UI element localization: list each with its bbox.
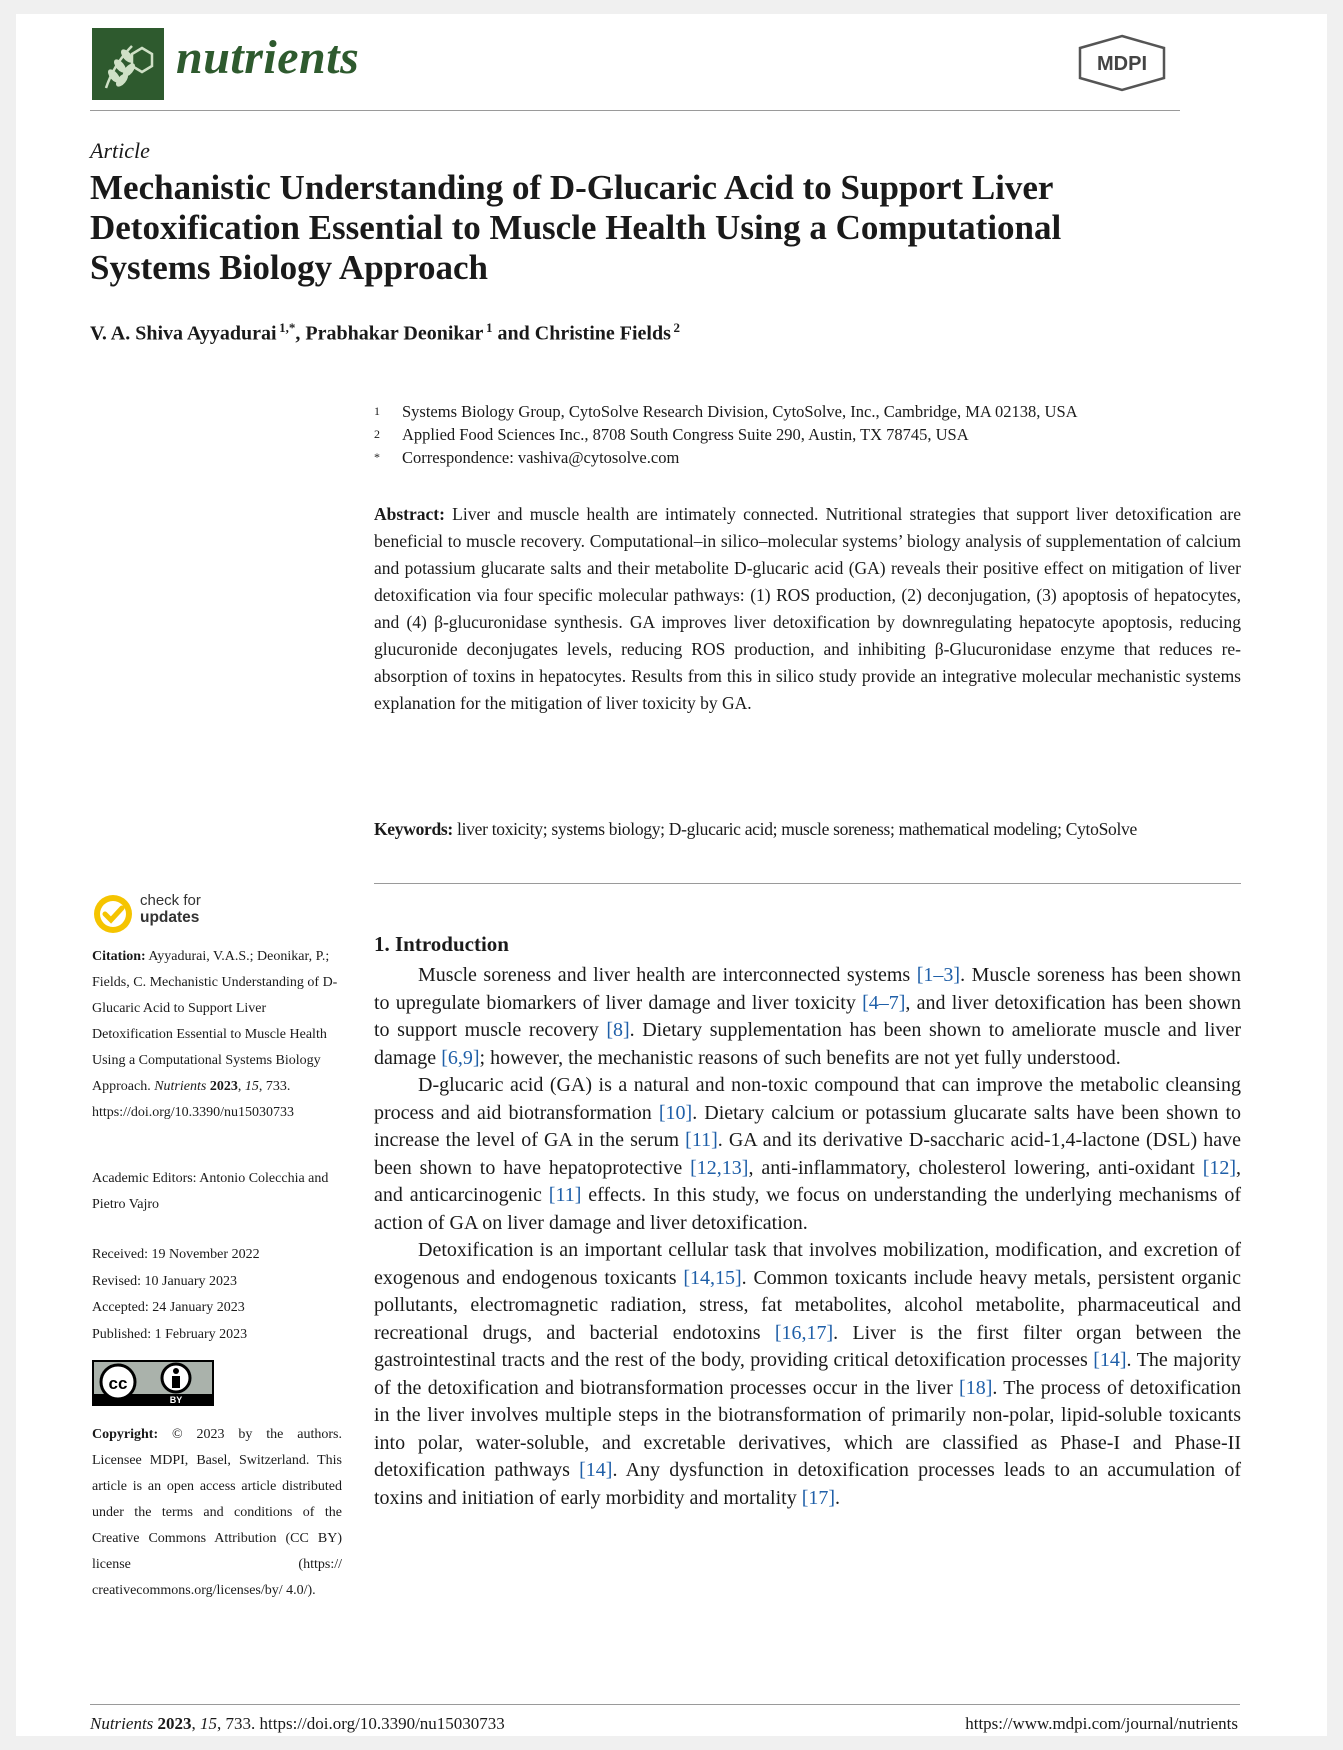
- check-for-updates-icon[interactable]: [92, 893, 134, 935]
- abstract-divider: [374, 883, 1241, 884]
- author-affiliation-mark: 1: [483, 320, 493, 335]
- paragraph-text: . The process of detoxification in the liver involves multiple steps in the biotransformation of primarily non-polar, lipid-soluble toxicants into polar, water-soluble, and excretable derivatives, which are classified as Phase-I and Phase-II detoxification pathways: [374, 1376, 1241, 1481]
- keywords-label: Keywords:: [374, 819, 453, 839]
- reference-link[interactable]: [14]: [1093, 1349, 1127, 1371]
- affiliation-text: Correspondence: vashiva@cytosolve.com: [402, 448, 680, 467]
- paragraph-text: . GA and its derivative D-saccharic acid-1,4-lactone (DSL) have been shown to have hepatoprotective: [374, 1129, 1241, 1179]
- author-list: [90, 320, 680, 346]
- copyright-text: © 2023 by the authors. Licensee MDPI, Basel, Switzerland. This article is an open access article distributed under the terms and conditions of the Creative Commons Attribution (CC BY) license (https:// creativecommons.org/licenses/by/ 4.0/).: [92, 1427, 342, 1598]
- reference-link[interactable]: [12]: [1202, 1156, 1237, 1179]
- journal-logo-icon: [92, 28, 164, 100]
- section-heading: 1. Introduction: [374, 932, 509, 956]
- reference-link[interactable]: [18]: [959, 1376, 993, 1399]
- reference-link[interactable]: [17]: [801, 1486, 836, 1509]
- citation-journal: Nutrients: [154, 1079, 207, 1094]
- keywords: [374, 819, 1241, 840]
- article-type: Article: [90, 138, 150, 163]
- affiliation-item: [374, 400, 1078, 423]
- affiliations: [374, 400, 1078, 469]
- academic-editors: Academic Editors: Antonio Colecchia and Pietro Vajro: [92, 1171, 329, 1212]
- intro-paragraph: [374, 1072, 1241, 1237]
- affiliation-text: Applied Food Sciences Inc., 8708 South Congress Suite 290, Austin, TX 78745, USA: [402, 425, 969, 444]
- reference-link[interactable]: [6,9]: [441, 1046, 480, 1069]
- paragraph-text: . Dietary calcium or potassium glucarate salts have been shown to increase the level of GA in the serum: [374, 1101, 1241, 1151]
- reference-link[interactable]: [4–7]: [862, 991, 906, 1014]
- author-affiliation-mark: 1,*: [276, 320, 296, 335]
- footer-volume: 15: [200, 1714, 218, 1733]
- dates: [92, 1242, 342, 1348]
- footer-journal: Nutrients: [90, 1714, 154, 1733]
- affiliation-text: Systems Biology Group, CytoSolve Research Division, CytoSolve, Inc., Cambridge, MA 02138, USA: [402, 402, 1078, 421]
- cc-by-license-icon[interactable]: [92, 1360, 214, 1406]
- date-accepted: Accepted: 24 January 2023: [92, 1300, 245, 1315]
- intro-paragraph: [374, 1237, 1241, 1512]
- reference-link[interactable]: [12,13]: [690, 1156, 749, 1179]
- affiliation-number: 2: [374, 427, 380, 441]
- paragraph-text: . Dietary supplementation has been shown to ameliorate muscle and liver damage: [374, 1019, 1241, 1069]
- paragraph-text: . Common toxicants include heavy metals, persistent organic pollutants, electromagnetic radiation, stress, fat metabolites, alcohol metabolite, pharmaceutical and recreational drugs, and bacterial endotoxins: [374, 1266, 1241, 1344]
- reference-link[interactable]: [16,17]: [774, 1321, 834, 1344]
- journal-name: nutrients: [176, 31, 360, 84]
- paragraph-text: . Muscle soreness has been shown to upregulate biomarkers of liver damage and liver toxicity: [374, 964, 1242, 1014]
- paragraph-text: . Any dysfunction in detoxification processes leads to an accumulation of toxins and initiation of early morbidity and mortality: [374, 1459, 1241, 1509]
- affiliation-number: *: [374, 450, 380, 464]
- reference-link[interactable]: [1–3]: [916, 964, 961, 986]
- date-revised: Revised: 10 January 2023: [92, 1273, 238, 1289]
- paragraph-text: . The majority of the detoxification and biotransformation processes occur in the liver: [374, 1349, 1241, 1399]
- reference-link[interactable]: [14,15]: [683, 1266, 742, 1289]
- paragraph-text: D-glucaric acid (GA) is a natural and non-toxic compound that can improve the metabolic cleansing process and aid biotransformation: [374, 1074, 1241, 1124]
- citation: Citation: Ayyadurai, V.A.S.; Deonikar, P.; Fields, C. Mechanistic Understanding of D-Glucaric Acid to Support Liver Detoxification Essential to Muscle Health Using a Computational Systems Biology Approach. Nutrients 2023, 15, 733. https://doi.org/10.3390/nu15030733: [92, 949, 338, 1120]
- paragraph-text: , anti-inflammatory, cholesterol lowering, anti-oxidant: [748, 1156, 1203, 1179]
- check-for-updates[interactable]: [140, 892, 201, 926]
- paragraph-text: , and anticarcinogenic: [374, 1156, 1242, 1206]
- check-line2: updates: [140, 909, 200, 926]
- citation-text: Ayyadurai, V.A.S.; Deonikar, P.; Fields, C. Mechanistic Understanding of D-Glucaric Acid to Support Liver Detoxification Essential to Muscle Health Using a Computational Systems Biology Approach.: [92, 949, 338, 1094]
- reference-link[interactable]: [8]: [606, 1019, 630, 1041]
- paragraph-text: , and liver detoxification has been shown to support muscle recovery: [374, 991, 1241, 1041]
- mdpi-logo-text: MDPI: [1097, 53, 1147, 75]
- cc-badge-text: BY: [169, 1395, 183, 1405]
- header-divider: [90, 110, 1180, 111]
- author-separator: and: [492, 322, 535, 345]
- abstract-label: Abstract:: [374, 504, 445, 524]
- date-published: Published: 1 February 2023: [92, 1326, 248, 1342]
- footer-divider: [90, 1704, 1240, 1705]
- citation-year: 2023: [209, 1079, 238, 1094]
- reference-link[interactable]: [10]: [658, 1101, 693, 1124]
- footer-url[interactable]: https://www.mdpi.com/journal/nutrients: [965, 1714, 1238, 1733]
- paragraph-text: Muscle soreness and liver health are interconnected systems: [418, 964, 917, 986]
- author-name: Prabhakar Deonikar: [305, 322, 484, 345]
- date-received: Received: 19 November 2022: [92, 1247, 260, 1262]
- paragraph-text: effects. In this study, we focus on understanding the underlying mechanisms of action of GA on liver damage and liver detoxification.: [374, 1184, 1242, 1234]
- check-line1: check for: [140, 892, 201, 909]
- paragraph-text: .: [835, 1486, 841, 1509]
- abstract-text: Liver and muscle health are intimately connected. Nutritional strategies that support liver detoxification are beneficial to muscle recovery. Computational–in silico–molecular systems’ biology analysis of supplementation of calcium and potassium glucarate salts and their metabolite D-glucaric acid (GA) reveals their positive effect on mitigation of liver detoxification via four specific molecular pathways: (1) ROS production, (2) deconjugation, (3) apoptosis of hepatocytes, and (4) β-glucuronidase synthesis. GA improves liver detoxification by downregulating hepatocyte apoptosis, reducing glucuronide deconjugates levels, reducing ROS production, and inhibiting β-Glucuronidase enzyme that reduces re-absorption of toxins in hepatocytes. Results from this in silico study provide an integrative molecular mechanistic systems explanation for the mitigation of liver toxicity by GA.: [374, 504, 1241, 713]
- author-separator: ,: [295, 322, 306, 345]
- page: [16, 14, 1327, 1736]
- reference-link[interactable]: [11]: [685, 1129, 718, 1151]
- reference-link[interactable]: [14]: [579, 1459, 613, 1481]
- author-affiliation-mark: 2: [670, 320, 680, 335]
- footer-doi[interactable]: , 733. https://doi.org/10.3390/nu15030733: [217, 1714, 505, 1733]
- copyright: [92, 1422, 342, 1604]
- footer-citation: Nutrients 2023, 15, 733. https://doi.org/10.3390/nu15030733: [90, 1714, 505, 1733]
- intro-paragraph: [374, 962, 1241, 1072]
- affiliation-item: [374, 423, 1078, 446]
- paragraph-text: ; however, the mechanistic reasons of such benefits are not yet fully understood.: [479, 1046, 1121, 1069]
- intro-body: [374, 962, 1241, 1512]
- reference-link[interactable]: [11]: [548, 1184, 582, 1206]
- citation-label: Citation:: [92, 949, 146, 964]
- footer-year: 2023: [157, 1714, 192, 1733]
- author-name: Christine Fields: [534, 322, 671, 345]
- paragraph-text: . Liver is the first filter organ between the gastrointestinal tracts and the rest of the body, providing critical detoxification processes: [374, 1321, 1241, 1371]
- article-title: Mechanistic Understanding of D-Glucaric Acid to Support Liver Detoxification Essential to Muscle Health Using a Computational Systems Biology Approach: [90, 168, 1062, 287]
- svg-text:cc: cc: [108, 1374, 128, 1393]
- citation-volume: 15: [244, 1079, 259, 1094]
- author-name: V. A. Shiva Ayyadurai: [90, 322, 277, 345]
- mdpi-logo-icon: [1076, 34, 1168, 92]
- keywords-text: liver toxicity; systems biology; D-glucaric acid; muscle soreness; mathematical modeling; CytoSolve: [457, 819, 1137, 839]
- affiliation-number: 1: [374, 404, 380, 418]
- affiliation-item: [374, 446, 1078, 469]
- abstract: [374, 501, 1241, 717]
- citation-doi[interactable]: , 733. https://doi.org/10.3390/nu15030733: [92, 1079, 294, 1120]
- copyright-label: Copyright:: [92, 1427, 159, 1442]
- paragraph-text: Detoxification is an important cellular task that involves mobilization, modification, and excretion of exogenous and endogenous toxicants: [374, 1239, 1241, 1289]
